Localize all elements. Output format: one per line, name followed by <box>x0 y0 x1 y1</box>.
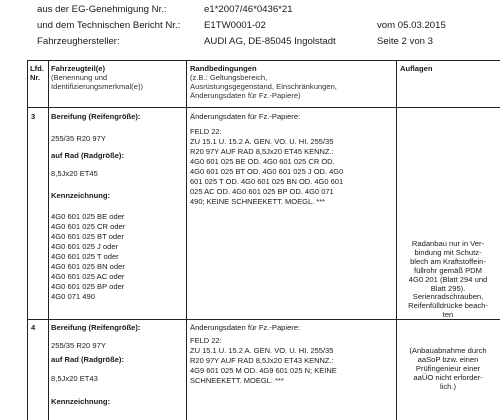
tire-size-label: Bereifung (Reifengröße): <box>51 323 141 332</box>
conditions-line: 025 AC OD. 4G0 601 025 BP OD. 4G0 071 <box>190 187 334 196</box>
report-label: und dem Technischen Bericht Nr.: <box>37 20 181 31</box>
column-divider-2 <box>186 60 187 420</box>
table-border-top <box>27 60 500 61</box>
table-border-left <box>27 60 28 420</box>
notes-line: Serienradschrauben, <box>412 292 484 301</box>
tire-size-value: 255/35 R20 97Y <box>51 341 106 350</box>
column-divider-3 <box>396 60 397 420</box>
column-header-conditions-sub1: (z.B.: Geltungsbereich, <box>190 73 268 82</box>
conditions-line: 4G0 601 025 BT OD. 4G0 601 025 J OD. 4G0 <box>190 167 344 176</box>
notes-line: bindung mit Schutz- <box>414 248 482 257</box>
marking-item: 4G0 601 025 CR oder <box>51 222 126 231</box>
column-header-part-sub2: Identifizierungsmerkmal(e)) <box>51 82 143 91</box>
column-header-nr: Nr. <box>30 73 41 82</box>
wheel-size-value: 8,5Jx20 ET43 <box>51 374 98 383</box>
approval-label: aus der EG-Genehmigung Nr.: <box>37 4 167 15</box>
conditions-line: R20 97Y AUF RAD 8,5Jx20 ET45 KENNZ.: <box>190 147 334 156</box>
conditions-intro: Änderungsdaten für Fz.-Papiere: <box>190 323 301 332</box>
column-header-notes: Auflagen <box>400 64 433 73</box>
conditions-line: FELD 22: <box>190 336 222 345</box>
conditions-line: 490; KEINE SCHNEEKETT. MOEGL. *** <box>190 197 326 206</box>
marking-item: 4G0 601 025 BN oder <box>51 262 125 271</box>
conditions-intro: Änderungsdaten für Fz.-Papiere: <box>190 112 301 121</box>
wheel-size-label: auf Rad (Radgröße): <box>51 151 124 160</box>
notes-line: Prüfingenieur einer <box>415 364 481 373</box>
approval-number: e1*2007/46*0436*21 <box>204 4 293 15</box>
marking-item: 4G0 601 025 T oder <box>51 252 119 261</box>
conditions-line: 4G9 601 025 M OD. 4G9 601 025 N; KEINE <box>190 366 337 375</box>
column-header-conditions: Randbedingungen <box>190 64 257 73</box>
notes-line: aaSoP bzw. einen <box>417 355 479 364</box>
row-number: 4 <box>31 323 36 332</box>
notes-line: aaÜO nicht erforder- <box>413 373 483 382</box>
conditions-line: 601 025 T OD. 4G0 601 025 BN OD. 4G0 601 <box>190 177 344 186</box>
report-number: E1TW0001-02 <box>204 20 266 31</box>
marking-item: 4G0 071 490 <box>51 292 95 301</box>
conditions-line: ZU 15.1 U. 15.2 A. GEN. VO. U. HI. 255/35 <box>190 137 334 146</box>
column-header-lfd: Lfd. <box>30 64 44 73</box>
manufacturer-label: Fahrzeughersteller: <box>37 36 120 47</box>
conditions-line: 4G0 601 025 BE OD. 4G0 601 025 CR OD. <box>190 157 335 166</box>
wheel-size-value: 8,5Jx20 ET45 <box>51 169 98 178</box>
marking-item: 4G0 601 025 BP oder <box>51 282 125 291</box>
conditions-line: FELD 22: <box>190 127 222 136</box>
notes-line: blech am Kraftstoffein- <box>410 257 486 266</box>
conditions-line: R20 97Y AUF RAD 8,5Jx20 ET43 KENNZ.: <box>190 356 334 365</box>
manufacturer-value: AUDI AG, DE-85045 Ingolstadt <box>204 36 336 47</box>
column-header-part: Fahrzeugteil(e) <box>51 64 106 73</box>
page-indicator: Seite 2 von 3 <box>377 36 434 47</box>
marking-label: Kennzeichnung: <box>51 397 111 406</box>
notes-line: füllrohr gemäß PDM <box>414 266 482 275</box>
conditions-line: ZU 15.1 U. 15.2 A. GEN. VO. U. HI. 255/35 <box>190 346 334 355</box>
notes-line: Reifenfülldrücke beach- <box>408 301 488 310</box>
column-header-part-sub1: (Benennung und <box>51 73 108 82</box>
header-bottom-rule <box>27 107 500 108</box>
notes-line: ten <box>442 310 454 319</box>
tire-size-value: 255/35 R20 97Y <box>51 134 106 143</box>
marking-item: 4G0 601 025 AC oder <box>51 272 125 281</box>
notes-line: 4G0 201 (Blatt 294 und <box>408 275 488 284</box>
row-number: 3 <box>31 112 36 121</box>
column-divider-1 <box>48 60 49 420</box>
marking-label: Kennzeichnung: <box>51 191 111 200</box>
conditions-line: SCHNEEKETT. MOEGL. *** <box>190 376 284 385</box>
wheel-size-label: auf Rad (Radgröße): <box>51 355 124 364</box>
approval-table <box>27 60 500 420</box>
tire-size-label: Bereifung (Reifengröße): <box>51 112 141 121</box>
column-header-conditions-sub2: Ausrüstungsgegenstand, Einschränkungen, <box>190 82 337 91</box>
column-header-conditions-sub3: Änderungsdaten für Fz.-Papiere) <box>190 91 301 100</box>
notes-line: (Anbauabnahme durch <box>409 346 487 355</box>
notes-line: Radanbau nur in Ver- <box>411 239 485 248</box>
notes-line: Blatt 295). <box>430 284 466 293</box>
notes-line: lich.) <box>439 382 457 391</box>
report-date: vom 05.03.2015 <box>377 20 446 31</box>
marking-item: 4G0 601 025 BT oder <box>51 232 124 241</box>
marking-item: 4G0 601 025 J oder <box>51 242 119 251</box>
marking-item: 4G0 601 025 BE oder <box>51 212 125 221</box>
